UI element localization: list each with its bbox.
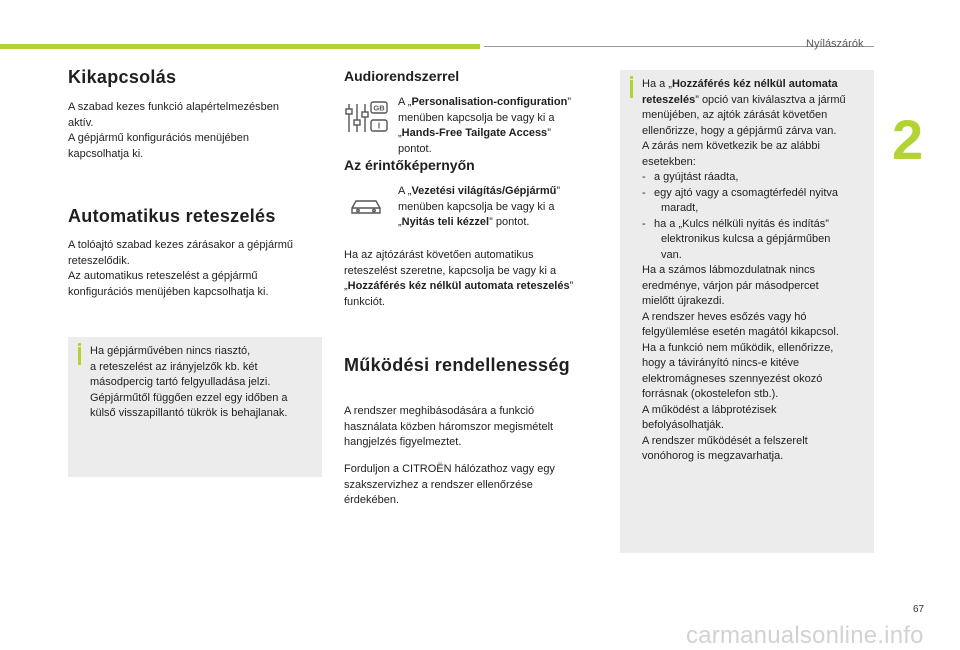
text-line: szakszervizhez a rendszer ellenőrzése [344,478,533,491]
text-line: A rendszer heves esőzés vagy hó [642,310,807,323]
info-icon [78,347,81,365]
text-line: külső visszapillantó tükrök is behajlanak. [90,407,288,419]
heading-automatikus-reteszeles: Automatikus reteszelés [68,206,276,226]
list-item: - ha a „Kulcs nélküli nyitás és indítás” elektronikus kulcsa a gépjárműben van. [642,217,831,261]
text-line: Ha gépjárművében nincs riasztó, [90,345,251,357]
text-line: funkciót. [344,295,385,308]
text-line: mielőtt újrakezdi. [642,295,725,307]
text-line: kapcsolhatja ki. [68,147,144,160]
text-line: másodpercig tartó felgyulladása jelzi. [90,376,271,388]
paragraph-deactivation [68,100,328,162]
info-icon [630,80,633,98]
text-line: esetekben: [642,155,696,168]
paragraph-service [344,462,608,509]
text-line: forrásnak (okostelefon stb.). [642,388,779,400]
text-line: Ha a számos lábmozdulatnak nincs [642,264,816,276]
text-line: Forduljon a CITROËN hálózathoz vagy egy [344,463,555,475]
text-line: reteszelődik. [68,254,130,267]
text-line: A rendszer működését a felszerelt [642,434,808,447]
watermark: carmanualsonline.info [686,622,924,649]
column-left [68,67,328,88]
text-line: reteszelés” opció van kiválasztva a jármű [642,93,846,106]
text-line: A rendszer meghibásodására a funkció [344,405,535,417]
text-line: konfigurációs menüjében kapcsolhatja ki. [68,285,269,298]
heading-block-fault [344,355,608,376]
text-line: Gépjárműtől függően ezzel egy időben a [90,391,288,404]
text-line: befolyásolhatják. [642,419,724,431]
text-line: aktív. [68,116,94,129]
text-line: A szabad kezes funkció alapértelmezésben [68,101,279,113]
list-item: - egy ajtó vagy a csomagtérfedél nyitva maradt, [642,186,839,214]
list-item: - a gyújtást ráadta, [642,171,739,183]
info-note-hands-free [620,70,874,553]
heading-block-touch [344,157,604,173]
text-line: Ha a funkció nem működik, ellenőrizze, [642,341,834,354]
text-line: hogy a távirányító nincs-e kitéve [642,357,800,369]
chapter-number: 2 [892,108,924,171]
paragraph-touch [398,184,608,231]
text-line: „Nyitás teli kézzel” pontot. [398,216,530,228]
text-line: Ha az ajtózárást követően automatikus [344,249,534,261]
heading-kikapcsolas: Kikapcsolás [68,67,177,87]
car-icon [349,195,383,217]
text-line: hangjelzés figyelmeztet. [344,436,462,448]
heading-audiorendszerrel: Audiorendszerrel [344,68,460,84]
text-line: menüben kapcsolja be vagy ki a [398,111,555,124]
text-line: reteszelést szeretne, kapcsolja be vagy ki a [344,264,557,277]
heading-mukodesi-rendellenesseg: Működési rendellenesség [344,355,570,375]
text-line: A zárás nem következik be az alábbi [642,140,820,152]
header-accent-bar [0,44,480,49]
info-note-alarm [68,337,322,477]
text-line: A „Vezetési világítás/Gépjármű” [398,185,561,197]
text-line: elektromágneses szennyezést okozó [642,372,823,385]
text-line: menüben kapcsolja be vagy ki a [398,200,555,213]
text-line: eredménye, várjon pár másodpercet [642,279,819,292]
info-icon-dot [630,76,633,79]
heading-block-auto-lock [68,206,328,227]
text-line: „Hozzáférés kéz nélkül automata reteszelés” [344,280,574,292]
paragraph-fault [344,404,608,451]
text-line: A gépjármű konfigurációs menüjében [68,132,250,144]
text-line: Ha a „Hozzáférés kéz nélkül automata [642,78,838,90]
heading-erintokepernyon: Az érintőképernyőn [344,157,475,173]
text-line: „Hands-Free Tailgate Access” [398,127,551,139]
info-icon-dot [78,343,81,346]
text-line: érdekében. [344,494,400,506]
section-label: Nyílászárók [806,38,864,50]
text-line: menüjében, az ajtók zárását követően [642,109,828,121]
text-line: A működést a lábprotézisek [642,403,777,416]
text-line: felgyülemlése esetén magától kikapcsol. [642,326,839,338]
text-line: A tolóajtó szabad kezes zárásakor a gépjármű [68,239,294,251]
text-line: ellenőrizze, hogy a gépjármű zárva van. [642,124,837,137]
settings-sliders-icon [343,98,391,138]
text-line: használata közben háromszor megismételt [344,420,554,433]
paragraph-auto-lock [68,238,328,300]
text-line: A „Personalisation-configuration” [398,96,571,108]
icon-badge-text: I [377,121,381,131]
text-line: Az automatikus reteszelést a gépjármű [68,270,258,282]
page-number: 67 [913,604,925,615]
text-line: pontot. [398,142,432,155]
icon-badge-text: GB [373,103,385,113]
paragraph-audio [398,95,608,157]
conditions-list [642,170,870,263]
text-line: a reteszelést az irányjelzők kb. két [90,360,258,373]
text-line: vonóhorog is megzavarhatja. [642,450,784,462]
paragraph-auto-lock-after [344,248,608,310]
heading-block-audio [344,68,604,84]
